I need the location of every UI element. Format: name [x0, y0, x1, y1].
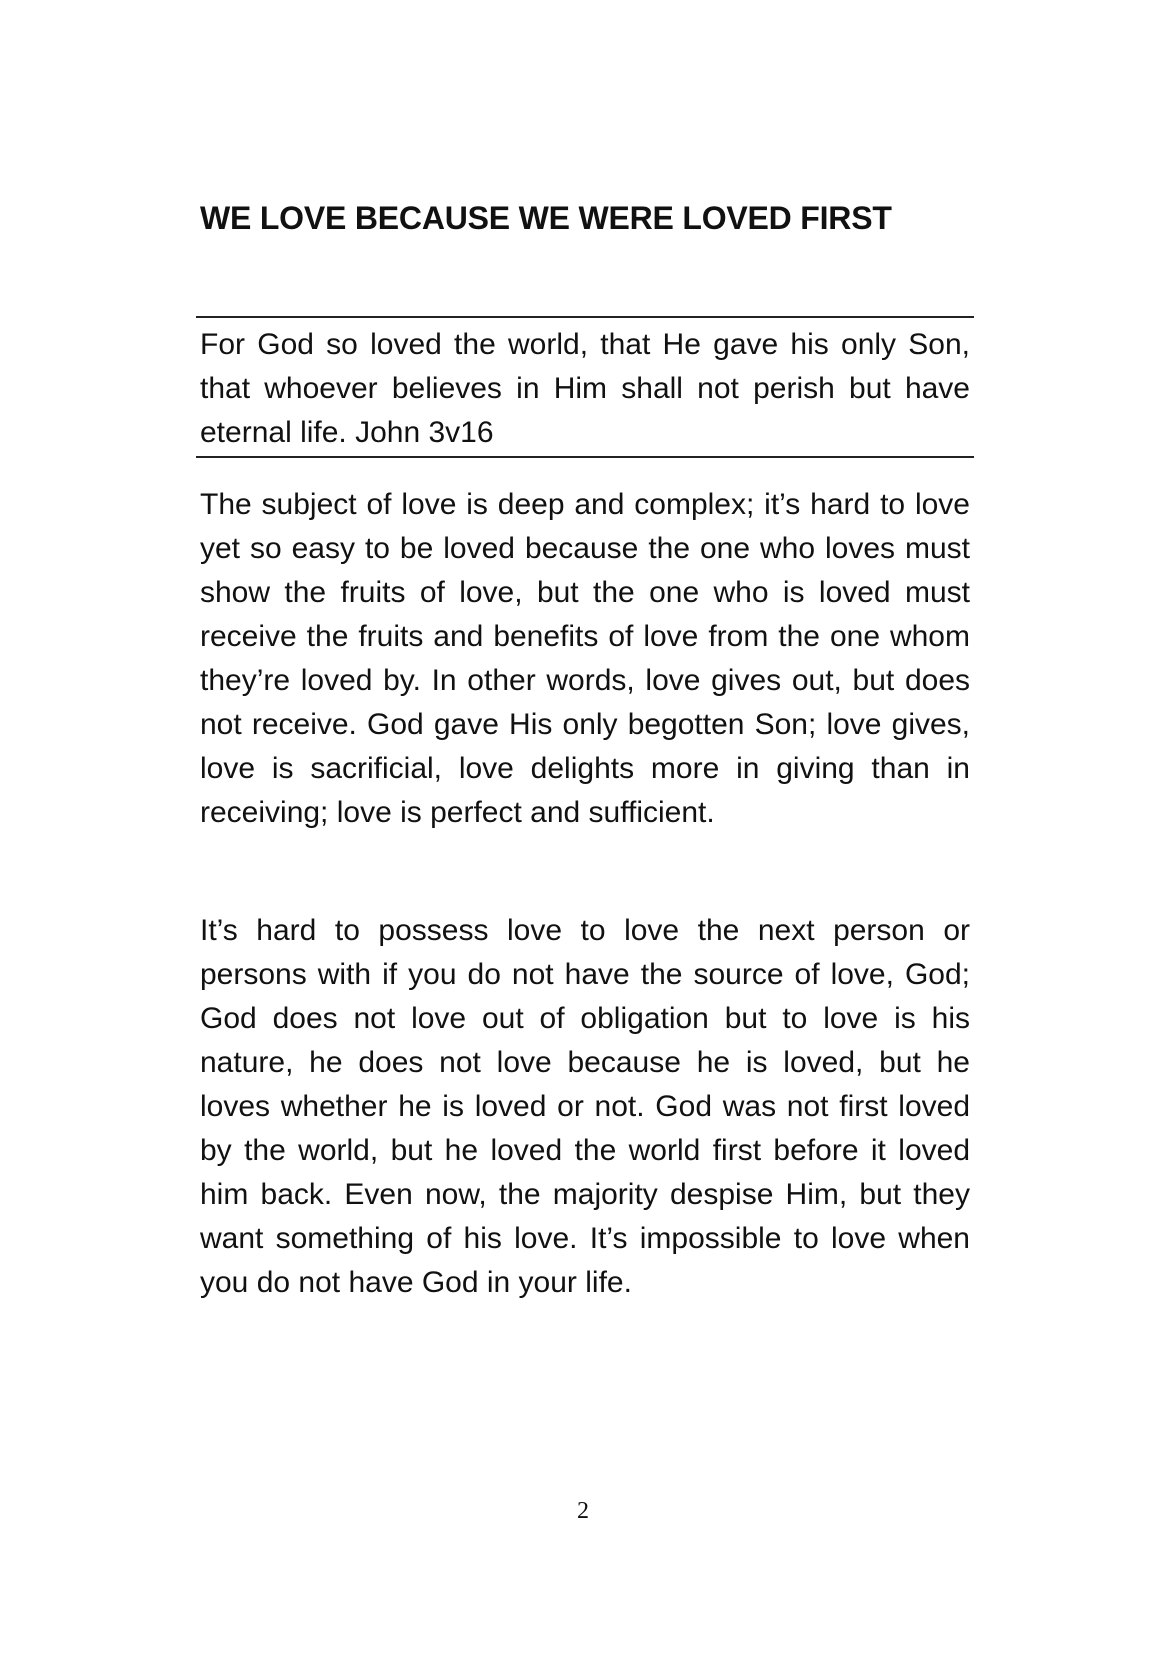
body-paragraph-1: The subject of love is deep and complex; it’s hard to love yet so easy to be loved because the one who loves must show the fruits of love, but the one who is loved must receive the fruits and benefits of love from the one whom they’re loved by. In other words, love gives out, but does not receive. God gave His only begotten Son; love gives, love is sacrificial, love delights more in giving than in receiving; love is perfect and sufficient.	[200, 488, 970, 829]
page-title: WE LOVE BECAUSE WE WERE LOVED FIRST	[200, 200, 892, 236]
scripture-quote-box	[196, 316, 974, 458]
scripture-quote: For God so loved the world, that He gave his only Son, that whoever believes in Him shall not perish but have eternal life. John 3v16	[200, 328, 970, 449]
page-number: 2	[577, 1498, 589, 1524]
body-paragraph-2: It’s hard to possess love to love the next person or persons with if you do not have the source of love, God; God does not love out of obligation but to love is his nature, he does not love because he is loved, but he loves whether he is loved or not. God was not first loved by the world, but he loved the world first before it loved him back. Even now, the majority despise Him, but they want something of his love. It’s impossible to love when you do not have God in your life.	[200, 914, 970, 1299]
